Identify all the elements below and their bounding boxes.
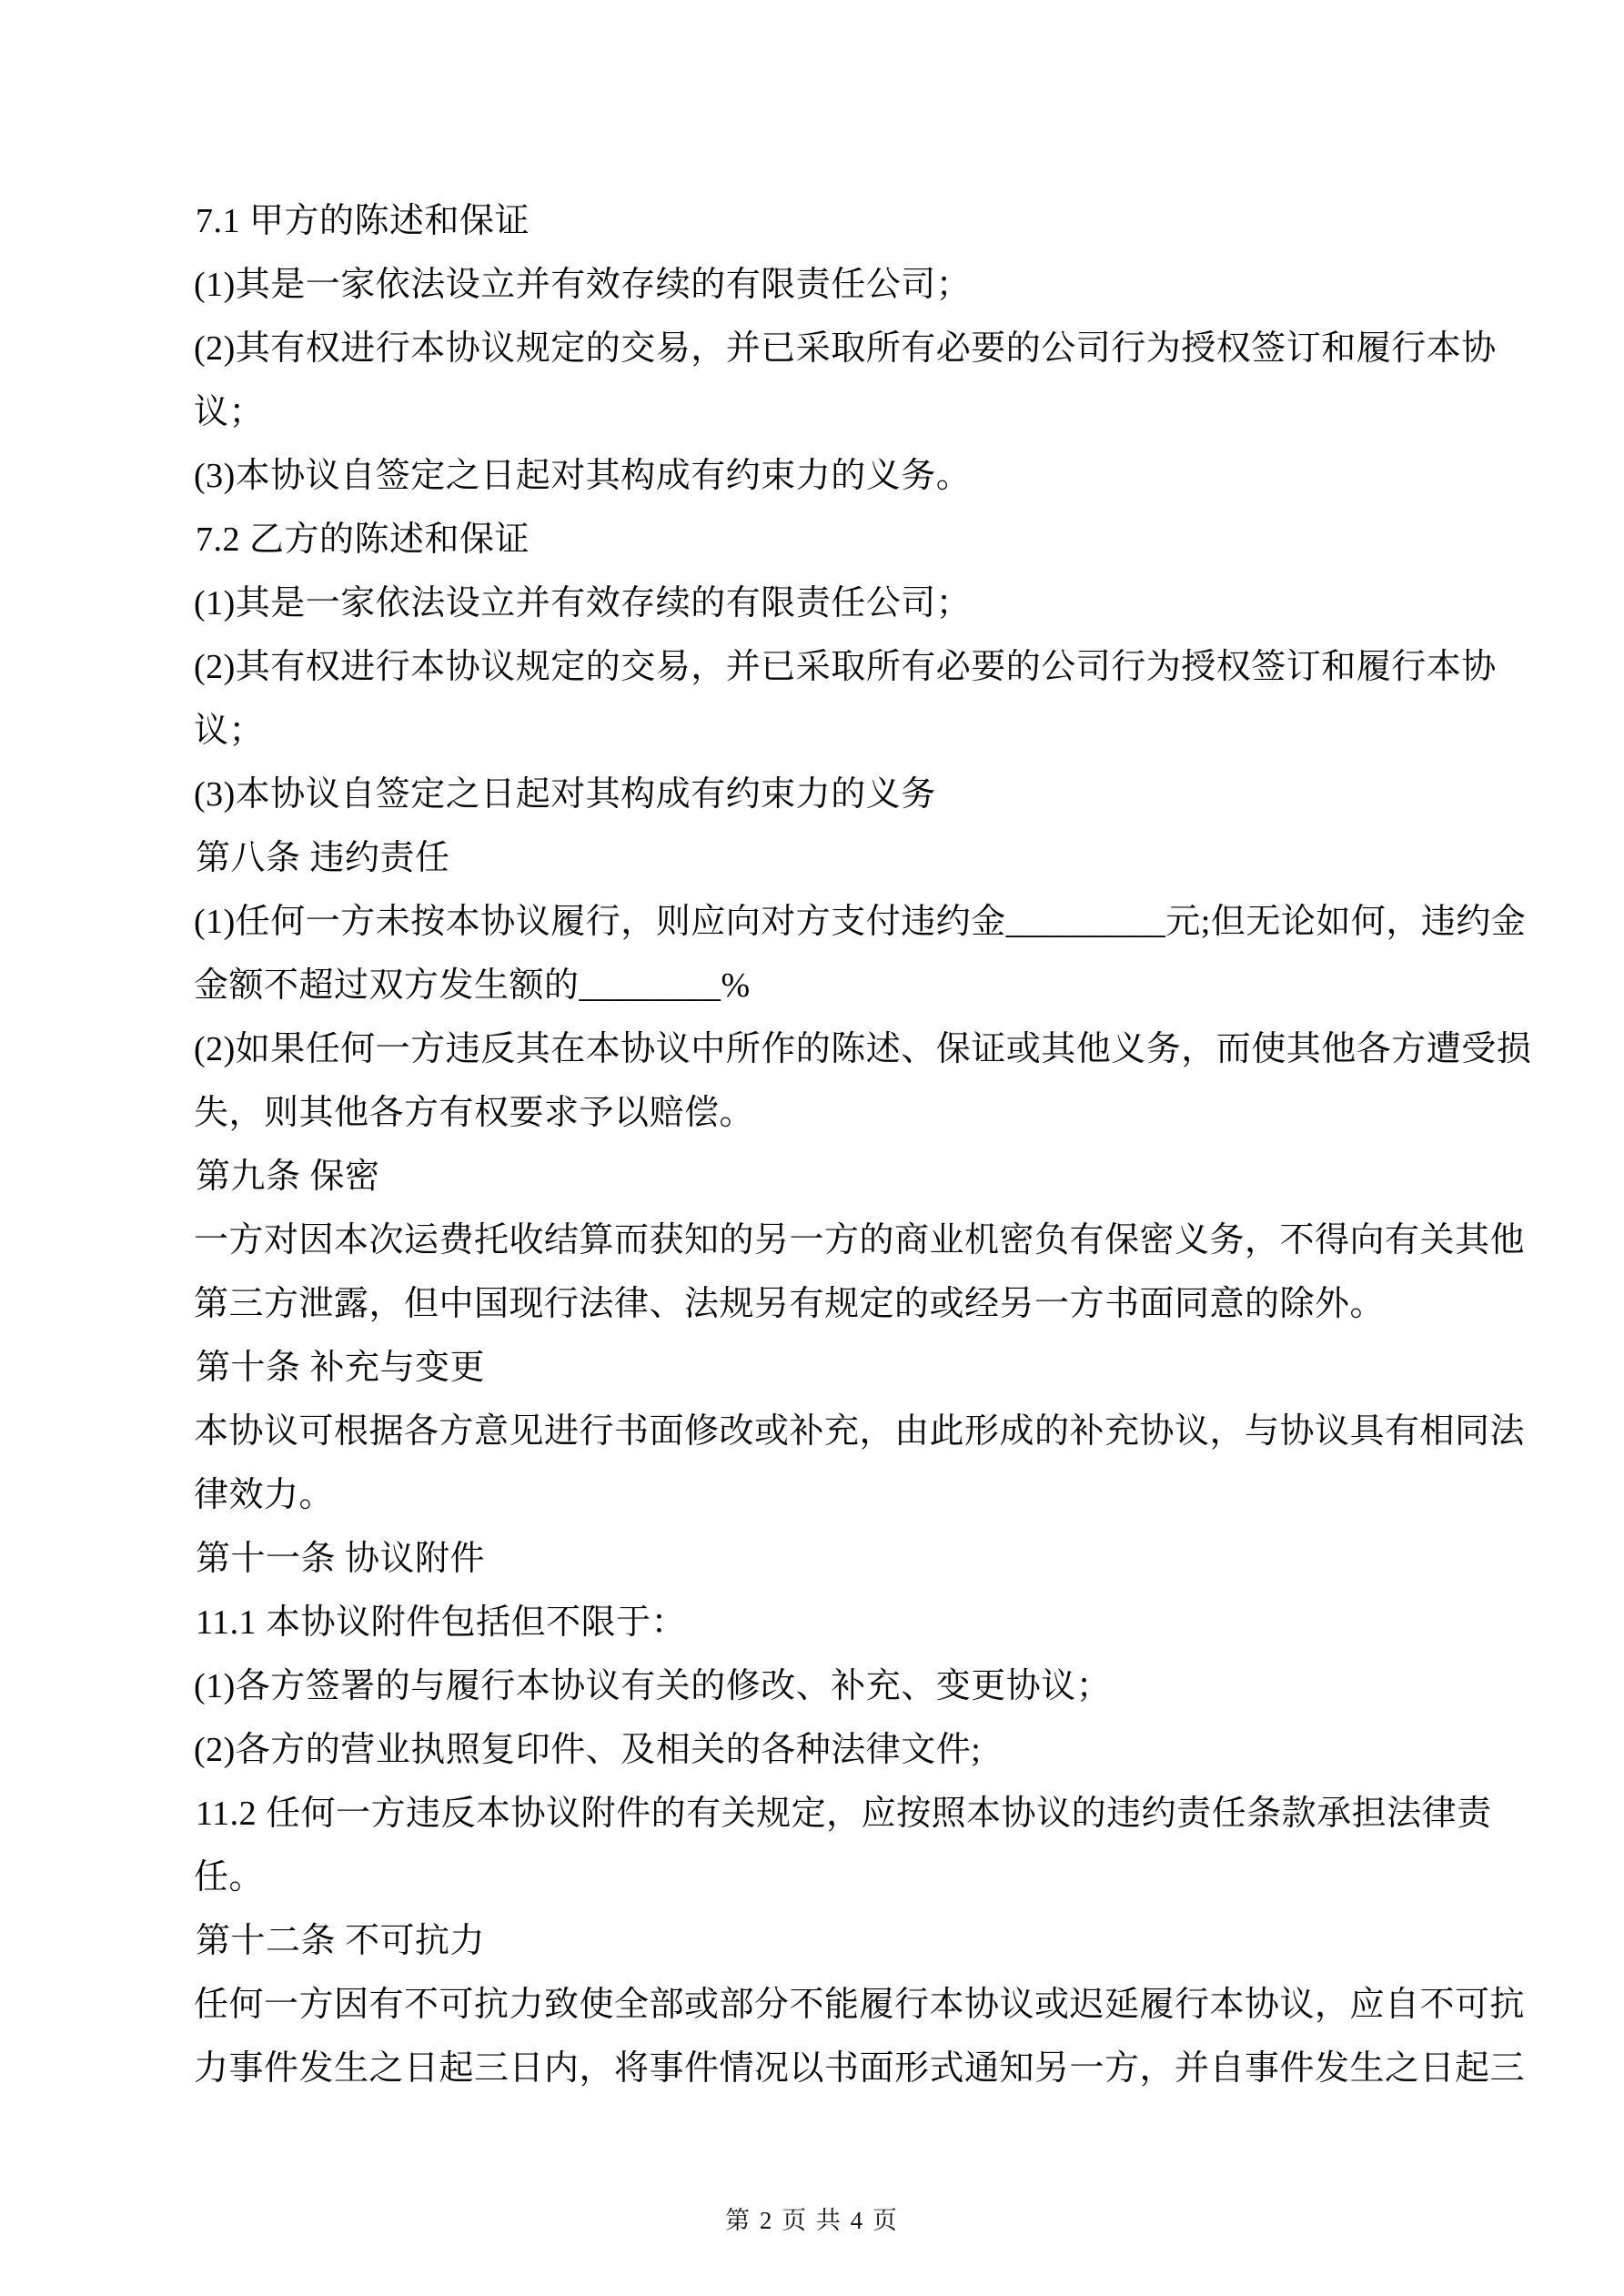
section-heading: 第十条 补充与变更 [196, 1349, 486, 1387]
section-heading: 第十一条 协议附件 [196, 1540, 486, 1578]
document-line: 任何一方因有不可抗力致使全部或部分不能履行本协议或迟延履行本协议，应自不可抗 [194, 1986, 1526, 2024]
document-line: 律效力。 [194, 1476, 335, 1514]
document-line: 任。 [194, 1858, 265, 1896]
document-line: 议； [194, 393, 265, 431]
document-line: 第三方泄露，但中国现行法律、法规另有规定的或经另一方书面同意的除外。 [194, 1285, 1386, 1323]
document-line: (2)其有权进行本协议规定的交易，并已采取所有必要的公司行为授权签订和履行本协 [194, 648, 1497, 686]
section-heading: 11.2 任何一方违反本协议附件的有关规定，应按照本协议的违约责任条款承担法律责 [196, 1795, 1492, 1833]
section-heading: 第九条 保密 [196, 1158, 380, 1196]
document-line: (2)其有权进行本协议规定的交易，并已采取所有必要的公司行为授权签订和履行本协 [194, 329, 1497, 368]
section-heading: 7.1 甲方的陈述和保证 [196, 202, 530, 240]
document-line: 议； [194, 712, 265, 750]
document-line: 失，则其他各方有权要求予以赔偿。 [194, 1094, 755, 1132]
section-heading: 7.2 乙方的陈述和保证 [196, 521, 530, 559]
document-line: 本协议可根据各方意见进行书面修改或补充，由此形成的补充协议，与协议具有相同法 [194, 1412, 1526, 1451]
document-line: (2)如果任何一方违反其在本协议中所作的陈述、保证或其他义务，而使其他各方遭受损 [194, 1030, 1532, 1068]
document-line: (1)任何一方未按本协议履行，则应向对方支付违约金_________元;但无论如何，违约金 [194, 903, 1527, 941]
document-line: (1)各方签署的与履行本协议有关的修改、补充、变更协议； [194, 1667, 1112, 1705]
section-heading: 第八条 违约责任 [196, 839, 450, 877]
document-line: (3)本协议自签定之日起对其构成有约束力的义务。 [194, 457, 972, 495]
section-heading: 第十二条 不可抗力 [196, 1922, 486, 1960]
page-number: 第 2 页 共 4 页 [725, 2207, 899, 2234]
document-line: (3)本协议自签定之日起对其构成有约束力的义务 [194, 775, 936, 814]
contract-body [194, 189, 1532, 2100]
document-line: (1)其是一家依法设立并有效存续的有限责任公司； [194, 266, 972, 304]
document-line: (1)其是一家依法设立并有效存续的有限责任公司； [194, 584, 972, 622]
document-line: 金额不超过双方发生额的________% [194, 966, 751, 1005]
section-heading: 11.1 本协议附件包括但不限于： [196, 1603, 687, 1642]
page-footer [0, 2200, 1624, 2236]
document-line: 力事件发生之日起三日内，将事件情况以书面形式通知另一方，并自事件发生之日起三 [194, 2049, 1526, 2088]
document-line: (2)各方的营业执照复印件、及相关的各种法律文件; [194, 1731, 982, 1769]
document-line: 一方对因本次运费托收结算而获知的另一方的商业机密负有保密义务，不得向有关其他 [194, 1221, 1526, 1259]
